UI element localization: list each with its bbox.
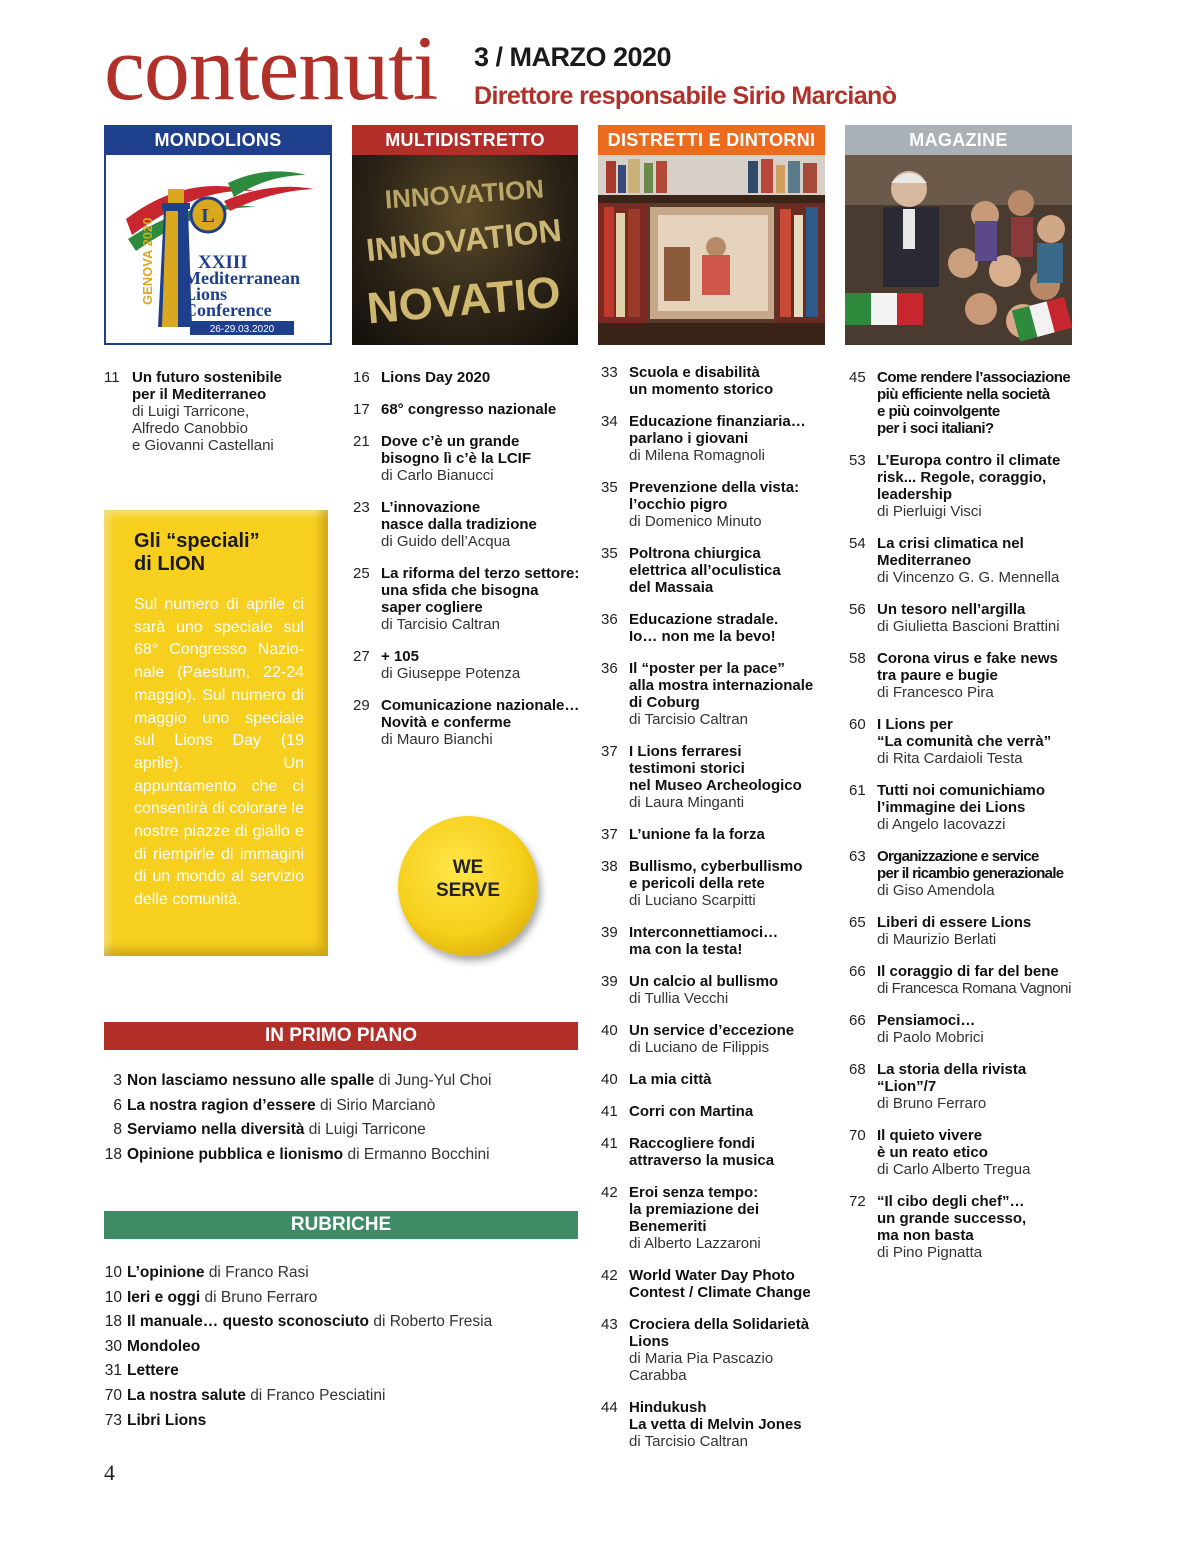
article-title: Poltrona chiurgica elettrica all’oculistica del Massaia <box>629 545 781 596</box>
page-number-label: 72 <box>849 1193 866 1210</box>
innovation-word-2: INNOVATION <box>364 211 564 269</box>
page-number-label: 10 <box>104 1288 122 1306</box>
director-credit: Direttore responsabile Sirio Marcianò <box>474 82 897 110</box>
article-title: La nostra salute <box>127 1386 246 1404</box>
masthead-title: contenuti <box>104 17 438 119</box>
article-title: Libri Lions <box>127 1411 207 1429</box>
article-author: di Jung-Yul Choi <box>378 1072 492 1089</box>
magazine-list <box>849 369 1079 1276</box>
article-title: Come rendere l’associazione più efficiente nella società e più coinvolgente per i soci italiani? <box>877 369 1071 437</box>
article-author: di Pierluigi Visci <box>877 503 982 520</box>
toc-item[interactable] <box>98 1146 578 1164</box>
article-author: di Angelo Iacovazzi <box>877 816 1006 833</box>
page-number-label: 70 <box>849 1127 866 1144</box>
bookshelf-photo <box>598 155 825 345</box>
distretti-list <box>601 364 833 1465</box>
toc-item[interactable] <box>849 601 1079 635</box>
section-header-distretti[interactable]: DISTRETTI E DINTORNI <box>598 125 825 155</box>
svg-text:L: L <box>201 205 215 227</box>
toc-item[interactable] <box>601 1184 833 1252</box>
article-author: di Giuseppe Potenza <box>381 665 521 682</box>
toc-item[interactable] <box>849 716 1079 767</box>
toc-item[interactable] <box>849 1061 1079 1112</box>
page-number-label: 35 <box>601 545 618 562</box>
article-author: di Domenico Minuto <box>629 513 762 530</box>
page-number-label: 65 <box>849 914 866 931</box>
page-number-label: 66 <box>849 1012 866 1029</box>
page-number-label: 53 <box>849 452 866 469</box>
page-number-label: 70 <box>104 1386 122 1404</box>
article-author: di Luciano Scarpitti <box>629 892 756 909</box>
primo-piano-header[interactable]: IN PRIMO PIANO <box>104 1022 578 1050</box>
page-number-label: 58 <box>849 650 866 667</box>
page-number-label: 56 <box>849 601 866 618</box>
article-author: di Bruno Ferraro <box>877 1095 987 1112</box>
article-author: di Rita Cardaioli Testa <box>877 750 1023 767</box>
article-title: Il manuale… questo sconosciuto <box>127 1313 370 1331</box>
article-title: Corona virus e fake news tra paure e bugie <box>877 650 1058 684</box>
toc-item[interactable] <box>98 1362 578 1380</box>
article-author: di Ermanno Bocchini <box>347 1145 490 1163</box>
page-number-label: 60 <box>849 716 866 733</box>
toc-item[interactable] <box>849 848 1079 899</box>
article-title: Corri con Martina <box>629 1103 754 1120</box>
toc-item[interactable] <box>601 545 833 596</box>
innovation-photo <box>352 155 578 345</box>
page-number-label: 16 <box>353 369 370 386</box>
article-title: Bullismo, cyberbullismo e pericoli della rete <box>629 858 803 892</box>
article-author: di Maria Pia Pascazio Carabba <box>629 1350 774 1384</box>
toc-item[interactable] <box>353 369 585 386</box>
page-number-label: 33 <box>601 364 618 381</box>
page-number-label: 42 <box>601 1184 618 1201</box>
innovation-word-3: NOVATIO <box>365 267 563 334</box>
logo-roman-numeral: XXIII <box>198 252 248 273</box>
page-number-label: 42 <box>601 1267 618 1284</box>
article-title: World Water Day Photo Contest / Climate Change <box>629 1267 811 1301</box>
page-number-label: 36 <box>601 611 618 628</box>
article-title: “Il cibo degli chef”… un grande successo, ma non basta <box>877 1193 1027 1244</box>
toc-item[interactable] <box>849 963 1079 997</box>
article-author: di Alberto Lazzaroni <box>629 1235 761 1252</box>
innovation-word-1: INNOVATION <box>383 173 545 215</box>
article-title: Opinione pubblica e lionismo <box>127 1145 344 1163</box>
bookshelf-graphic <box>598 155 825 345</box>
page-number-label: 6 <box>113 1096 122 1114</box>
article-title: La nostra ragion d’essere <box>127 1096 316 1114</box>
article-author: di Francesca Romana Vagnoni <box>877 980 1072 997</box>
toc-item[interactable] <box>104 369 334 454</box>
toc-item[interactable] <box>849 914 1079 948</box>
page-number-label: 30 <box>104 1337 122 1355</box>
article-title: Pensiamoci… <box>877 1012 976 1029</box>
article-author: di Roberto Fresia <box>373 1313 493 1331</box>
page-number-label: 11 <box>104 369 120 386</box>
toc-item[interactable] <box>601 413 833 464</box>
page-number-label: 44 <box>601 1399 618 1416</box>
article-author: di Luigi Tarricone <box>308 1121 426 1139</box>
rubriche-list <box>98 1264 578 1436</box>
logo-dates: 26-29.03.2020 <box>209 324 275 335</box>
toc-item[interactable] <box>601 924 833 958</box>
toc-item[interactable] <box>601 660 833 728</box>
we-serve-badge <box>398 816 538 956</box>
article-author: di Giso Amendola <box>877 882 995 899</box>
page-number-label: 45 <box>849 369 866 386</box>
toc-item[interactable] <box>601 1316 833 1384</box>
toc-item[interactable] <box>98 1313 578 1331</box>
article-title: Il coraggio di far del bene <box>877 963 1059 980</box>
article-author: di Maurizio Berlati <box>877 931 997 948</box>
page-number-label: 34 <box>601 413 618 430</box>
article-title: Crociera della Solidarietà Lions <box>629 1316 810 1350</box>
toc-item[interactable] <box>353 433 585 484</box>
toc-item[interactable] <box>601 743 833 811</box>
toc-item[interactable] <box>353 565 585 633</box>
article-author: di Tullia Vecchi <box>629 990 729 1007</box>
section-header-multidistretto[interactable]: MULTIDISTRETTO <box>352 125 578 155</box>
article-title: Il “poster per la pace” alla mostra internazionale di Coburg <box>629 660 814 711</box>
article-title: L’unione fa la forza <box>629 826 765 843</box>
lighthouse-logo-icon <box>106 155 332 345</box>
article-author: di Tarcisio Caltran <box>381 616 500 633</box>
logo-year-label: GENOVA 2020 <box>140 217 155 305</box>
toc-item[interactable] <box>849 650 1079 701</box>
page-number-label: 40 <box>601 1071 618 1088</box>
article-title: Un calcio al bullismo <box>629 973 779 990</box>
article-title: + 105 <box>381 648 419 665</box>
toc-item[interactable] <box>849 1193 1079 1261</box>
rubriche-header[interactable]: RUBRICHE <box>104 1211 578 1239</box>
page-number-label: 41 <box>601 1135 618 1152</box>
toc-item[interactable] <box>601 1399 833 1450</box>
page-number-label: 39 <box>601 973 618 990</box>
page-number-label: 41 <box>601 1103 618 1120</box>
page-number-label: 68 <box>849 1061 866 1078</box>
page-number-label: 66 <box>849 963 866 980</box>
article-title: L’opinione <box>127 1264 205 1281</box>
article-title: Prevenzione della vista: l’occhio pigro <box>629 479 800 513</box>
toc-item[interactable] <box>849 1127 1079 1178</box>
article-title: Educazione stradale. Io… non me la bevo! <box>629 611 779 645</box>
toc-item[interactable] <box>849 535 1079 586</box>
logo-line-conference: Conference <box>184 300 272 320</box>
speciali-body: Sul numero di aprile ci sarà uno speciale sul 68° Congresso Nazio-nale (Paestum, 22-24 maggio). Sul numero di maggio uno speciale sul Lions Day (19 aprile). Un appuntamento che ci consentirà di colorare le nostre piazze di giallo e di riempirle di immagini di un mondo al servizio delle comunità. <box>134 596 304 909</box>
toc-item[interactable] <box>601 611 833 645</box>
page-number-label: 38 <box>601 858 618 875</box>
toc-item[interactable] <box>353 401 585 418</box>
toc-item[interactable] <box>98 1072 578 1090</box>
toc-item[interactable] <box>849 782 1079 833</box>
article-title: Serviamo nella diversità <box>127 1121 305 1139</box>
article-title: 68° congresso nazionale <box>381 401 557 418</box>
toc-item[interactable] <box>353 499 585 550</box>
page-number-label: 39 <box>601 924 618 941</box>
toc-item[interactable] <box>601 973 833 1007</box>
we-serve-label: WE SERVE <box>435 857 501 901</box>
article-title: Lions Day 2020 <box>381 369 491 386</box>
article-title: Eroi senza tempo: la premiazione dei Benemeriti <box>629 1184 760 1235</box>
toc-item[interactable] <box>601 1071 833 1088</box>
toc-item[interactable] <box>601 858 833 909</box>
article-title: Hindukush La vetta di Melvin Jones <box>629 1399 802 1433</box>
toc-item[interactable] <box>601 1103 833 1120</box>
article-title: Educazione finanziaria… parlano i giovani <box>629 413 806 447</box>
page-number-label: 3 <box>113 1072 122 1089</box>
article-author: di Guido dell’Acqua <box>381 533 511 550</box>
page-number-label: 40 <box>601 1022 618 1039</box>
toc-item[interactable] <box>601 826 833 843</box>
article-title: Un tesoro nell’argilla <box>877 601 1026 618</box>
innovation-words-graphic <box>352 155 578 345</box>
article-title: Raccogliere fondi attraverso la musica <box>629 1135 775 1169</box>
article-title: Non lasciamo nessuno alle spalle <box>127 1072 375 1089</box>
page-number-label: 10 <box>104 1264 122 1281</box>
primo-piano-list <box>98 1072 578 1170</box>
article-author: di Carlo Alberto Tregua <box>877 1161 1031 1178</box>
toc-item[interactable] <box>601 1267 833 1301</box>
multidistretto-list <box>353 369 585 763</box>
article-author: di Franco Pesciatini <box>250 1386 386 1404</box>
article-author: di Tarcisio Caltran <box>629 711 748 728</box>
toc-item[interactable] <box>601 1135 833 1169</box>
toc-item[interactable] <box>353 697 585 748</box>
page-number-label: 27 <box>353 648 370 665</box>
logo-line-mediterranean: Mediterranean <box>184 268 300 288</box>
article-title: Un futuro sostenibile per il Mediterraneo <box>132 369 282 403</box>
page-number-label: 61 <box>849 782 866 799</box>
article-author: di Luciano de Filippis <box>629 1039 770 1056</box>
section-header-magazine[interactable]: MAGAZINE <box>845 125 1072 155</box>
crowd-graphic <box>845 155 1072 345</box>
page-number-label: 29 <box>353 697 370 714</box>
article-title: Dove c’è un grande bisogno lì c’è la LCIF <box>381 433 532 467</box>
toc-item[interactable] <box>98 1121 578 1139</box>
article-title: Ieri e oggi <box>127 1288 201 1306</box>
article-title: Interconnettiamoci… ma con la testa! <box>629 924 779 958</box>
page-number-label: 8 <box>113 1121 122 1139</box>
toc-item[interactable] <box>849 1012 1079 1046</box>
article-author: di Tarcisio Caltran <box>629 1433 748 1450</box>
page-number-label: 18 <box>104 1145 122 1163</box>
toc-item[interactable] <box>353 648 585 682</box>
article-author: di Giulietta Bascioni Brattini <box>877 618 1060 635</box>
page-number-label: 36 <box>601 660 618 677</box>
article-author: di Bruno Ferraro <box>204 1288 318 1306</box>
article-title: La crisi climatica nel Mediterraneo <box>877 535 1024 569</box>
toc-item[interactable] <box>98 1387 578 1405</box>
article-title: Organizzazione e service per il ricambio generazionale <box>877 848 1064 882</box>
toc-item[interactable] <box>98 1097 578 1115</box>
page-number-label: 31 <box>104 1362 122 1380</box>
page-number-label: 63 <box>849 848 866 865</box>
page-number-label: 23 <box>353 499 370 516</box>
article-title: L’innovazione nasce dalla tradizione <box>381 499 537 533</box>
article-author: di Vincenzo G. G. Mennella <box>877 569 1060 586</box>
article-author: di Franco Rasi <box>208 1264 309 1281</box>
conference-logo-image <box>104 155 332 345</box>
page-number-label: 37 <box>601 743 618 760</box>
toc-item[interactable] <box>98 1289 578 1307</box>
speciali-title: Gli “speciali” di LION <box>134 530 260 575</box>
page-number-label: 37 <box>601 826 618 843</box>
article-title: Un service d’eccezione <box>629 1022 795 1039</box>
toc-item[interactable] <box>601 364 833 398</box>
article-title: Il quieto vivere è un reato etico <box>877 1127 988 1161</box>
article-title: Scuola e disabilità un momento storico <box>629 364 774 398</box>
article-title: Liberi di essere Lions <box>877 914 1032 931</box>
toc-item[interactable] <box>849 369 1079 437</box>
article-author: di Mauro Bianchi <box>381 731 493 748</box>
toc-item[interactable] <box>98 1264 578 1282</box>
article-author: di Carlo Bianucci <box>381 467 494 484</box>
page-number: 4 <box>104 1460 115 1485</box>
article-author: di Francesco Pira <box>877 684 994 701</box>
article-title: Mondoleo <box>127 1337 201 1355</box>
page-number-label: 35 <box>601 479 618 496</box>
logo-line-lions: Lions <box>184 284 228 304</box>
page-number-label: 18 <box>104 1313 122 1331</box>
toc-item[interactable] <box>601 479 833 530</box>
mondolions-list <box>104 369 334 469</box>
section-header-mondolions[interactable]: MONDOLIONS <box>104 125 332 155</box>
article-title: I Lions per “La comunità che verrà” <box>877 716 1052 750</box>
article-title: I Lions ferraresi testimoni storici nel Museo Archeologico <box>629 743 802 794</box>
president-crowd-photo <box>845 155 1072 345</box>
toc-item[interactable] <box>98 1338 578 1356</box>
page-number-label: 25 <box>353 565 370 582</box>
article-title: Lettere <box>127 1362 179 1380</box>
page-number-label: 54 <box>849 535 866 552</box>
toc-item[interactable] <box>98 1412 578 1430</box>
article-title: L’Europa contro il climate risk... Regole, coraggio, leadership <box>877 452 1061 503</box>
article-title: Comunicazione nazionale… Novità e conferme <box>381 697 580 731</box>
article-title: Tutti noi comunichiamo l’immagine dei Lions <box>877 782 1046 816</box>
toc-item[interactable] <box>849 452 1079 520</box>
speciali-box <box>104 510 328 956</box>
article-title: La riforma del terzo settore: una sfida che bisogna saper cogliere <box>381 565 580 616</box>
page-number-label: 73 <box>104 1411 122 1429</box>
article-author: di Pino Pignatta <box>877 1244 983 1261</box>
article-author: di Milena Romagnoli <box>629 447 765 464</box>
article-author: di Paolo Mobrici <box>877 1029 984 1046</box>
toc-item[interactable] <box>601 1022 833 1056</box>
page-number-label: 17 <box>353 401 370 418</box>
article-title: La storia della rivista “Lion”/7 <box>877 1061 1027 1095</box>
article-author: di Laura Minganti <box>629 794 745 811</box>
issue-date: 3 / MARZO 2020 <box>474 42 672 72</box>
page-number-label: 21 <box>353 433 370 450</box>
page-number-label: 43 <box>601 1316 618 1333</box>
article-title: La mia città <box>629 1071 712 1088</box>
article-author: di Luigi Tarricone, Alfredo Canobbio e Giovanni Castellani <box>132 403 274 454</box>
article-author: di Sirio Marcianò <box>319 1096 436 1114</box>
